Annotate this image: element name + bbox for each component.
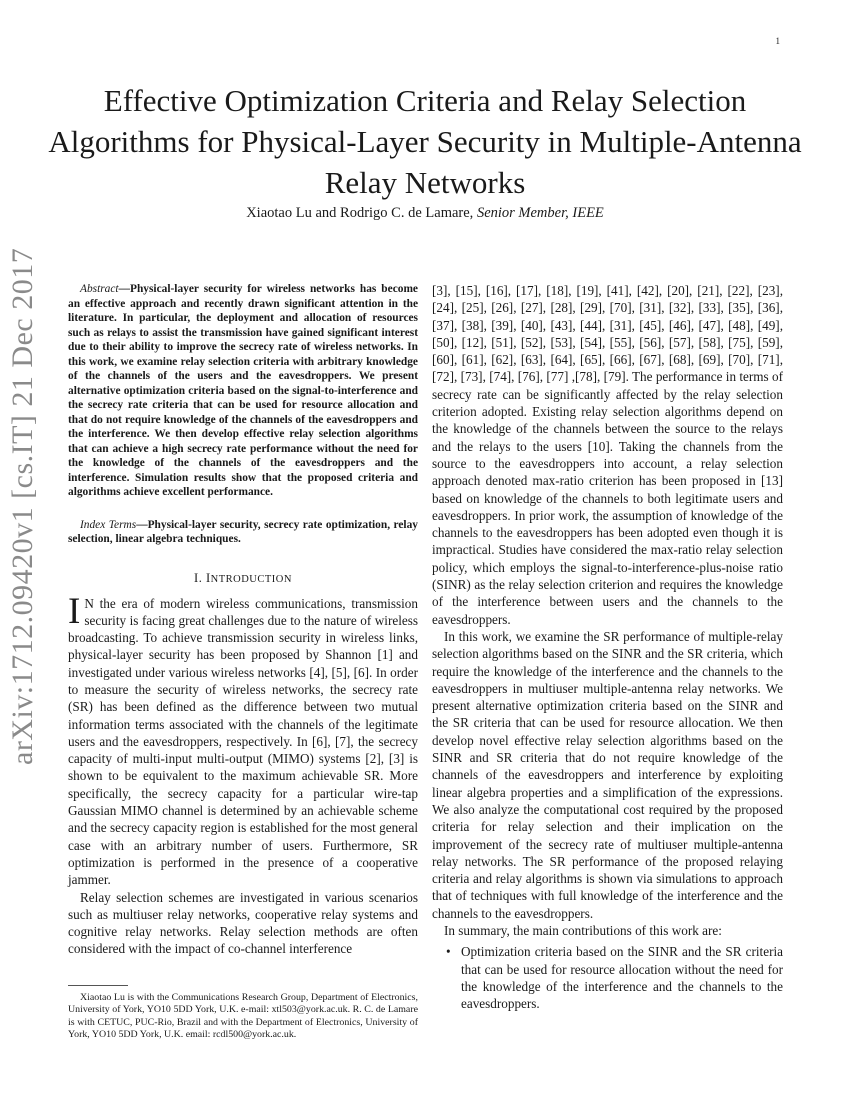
- footnote-divider: [68, 985, 128, 986]
- summary-paragraph: In summary, the main contributions of this work are:: [444, 922, 722, 938]
- intro-paragraph-1: [68, 590, 418, 889]
- section-number: I.: [194, 570, 203, 585]
- intro-paragraph-2: Relay selection schemes are investigated in various scenarios such as multiuser relay networks, cooperative relay systems and cognitive relay networks. Relay selection methods are often considered with the impact of co-channel interference: [68, 889, 418, 957]
- this-work-paragraph: In this work, we examine the SR performance of multiple-relay selection algorithms based on the SINR and the SR criteria, which require the knowledge of the interference and the channels to the eavesdroppers in multiuser multiple-antenna relay networks. We present alternative optimization criteria based on the SINR and the SR criteria that can be used for resource allocation. We then develop novel effective relay selection algorithms based on the SINR and SR criteria that do not require knowledge of the channels of the eavesdroppers and interference by exploiting linear algebra properties and a simplification of the expressions. We also analyze the computational cost required by the proposed criteria for relay selection and their implication on the improvement of the secrecy rate of multiuser multiple-antenna relay networks. The SR performance of the proposed relaying criteria and relay algorithms is shown via simulations to approach that of techniques with full knowledge of the interference and the channels to the eavesdroppers.: [432, 628, 783, 921]
- index-terms-text: —Physical-layer security, secrecy rate optimization, relay selection, linear algebra techniques.: [68, 518, 418, 545]
- contributions-list: [432, 943, 783, 1012]
- section-title-first: I: [205, 570, 211, 585]
- contribution-text: Optimization criteria based on the SINR and the SR criteria that can be used for resource allocation without the need for the knowledge of the interference and the channels to the eavesdroppers.: [461, 944, 783, 1012]
- left-column: [68, 282, 418, 958]
- abstract-text: —Physical-layer security for wireless networks has become an effective approach and recently drawn significant attention in the literature. In particular, the deployment and allocation of resources such as relays to assist the transmission have gained significant interest due to their ability to improve the secrecy rate of wireless networks. In this work, we examine relay selection criteria with arbitrary knowledge of the channels of the users and the eavesdroppers. We present alternative optimization criteria based on the signal-to-interference and the secrecy rate criteria that can be used for resource allocation and that do not require knowledge of the channels of the eavesdroppers and the interference. We then develop effective relay selection algorithms that can achieve a high secrecy rate performance without the need for the knowledge of the channels of the eavesdroppers and the interference. Simulation results show that the proposed criteria and algorithms achieve excellent performance.: [68, 283, 418, 498]
- section-title-rest: NTRODUCTION: [210, 573, 292, 585]
- right-column: [432, 282, 783, 1012]
- index-terms: [68, 518, 418, 547]
- author-line: [40, 205, 810, 222]
- abstract: [68, 282, 418, 500]
- arxiv-identifier: arXiv:1712.09420v1 [cs.IT] 21 Dec 2017: [6, 247, 39, 765]
- drop-cap: I: [68, 590, 81, 632]
- index-terms-label: Index Terms: [80, 518, 137, 531]
- intro-paragraph-1-text: N the era of modern wireless communications, transmission security is facing great challenges due to the nature of wireless broadcasting. To achieve transmission security in wireless links, physical-layer security has been proposed by Shannon [1] and investigated under various wireless networks [4], [5], [6]. In order to measure the security of wireless networks, the secrecy rate (SR) has been defined as the difference between two mutual information terms associated with the channels of the legitimate users and the eavesdroppers, respectively. In [6], [7], the secrecy capacity of multi-input multi-output (MIMO) systems [2], [3] is shown to be equivalent to the maximum achievable SR. More specifically, the secrecy capacity for a particular wire-tap Gaussian MIMO channel is determined by an achievable scheme and the secrecy capacity region is established for the most general case with an arbitrary number of users. Furthermore, SR optimization is performed in the presence of a cooperative jammer.: [68, 595, 418, 888]
- bullet-icon: •: [446, 944, 451, 960]
- abstract-label: Abstract: [80, 283, 119, 295]
- author-member-title: Senior Member, IEEE: [476, 205, 604, 221]
- author-affiliation-footnote: Xiaotao Lu is with the Communications Research Group, Department of Electronics, University of York, YO10 5DD York, U.K. e-mail: xtl503@york.ac.uk. R. C. de Lamare is with CETUC, PUC-Rio, Brazil and with the Department of Electronics, University of York, YO10 5DD York, U.K. email: rcdl500@york.ac.uk.: [68, 992, 418, 1040]
- page-number: 1: [775, 36, 780, 46]
- list-item: [432, 943, 783, 1012]
- section-heading-introduction: [68, 571, 418, 586]
- paper-title: Effective Optimization Criteria and Relay Selection Algorithms for Physical-Layer Security in Multiple-Antenna Relay Networks: [48, 83, 802, 200]
- author-names: Xiaotao Lu and Rodrigo C. de Lamare,: [246, 205, 474, 221]
- citation-continuation-paragraph: [3], [15], [16], [17], [18], [19], [41], [42], [20], [21], [22], [23], [24], [25], [26], [27], [28], [29], [70], [31], [32], [33], [35], [36], [37], [38], [39], [40], [43], [44], [31], [45], [46], [47], [48], [49], [50], [12], [51], [52], [53], [54], [55], [56], [57], [58], [75], [59], [60], [61], [62], [63], [64], [65], [66], [67], [68], [69], [70], [71], [72], [73], [74], [76], [77] ,[78], [79]. The performance in terms of secrecy rate can be significantly affected by the relay selection criterion adopted. Existing relay selection algorithms depend on the knowledge of the channels between the source to the relays and the relays to the users [10]. Taking the channels from the source to the eavesdroppers into account, a relay selection approach denoted max-ratio criterion has been proposed in [13] based on knowledge of the channels to both legitimate users and eavesdroppers. In prior work, the assumption of knowledge of the channels to the eavesdroppers has been adopted even though it is impractical. Studies have considered the max-ratio relay selection policy, which employs the signal-to-interference-plus-noise ratio (SINR) as the relay selection criterion and requires the knowledge of the interference between users and the channels to the eavesdroppers.: [432, 283, 783, 627]
